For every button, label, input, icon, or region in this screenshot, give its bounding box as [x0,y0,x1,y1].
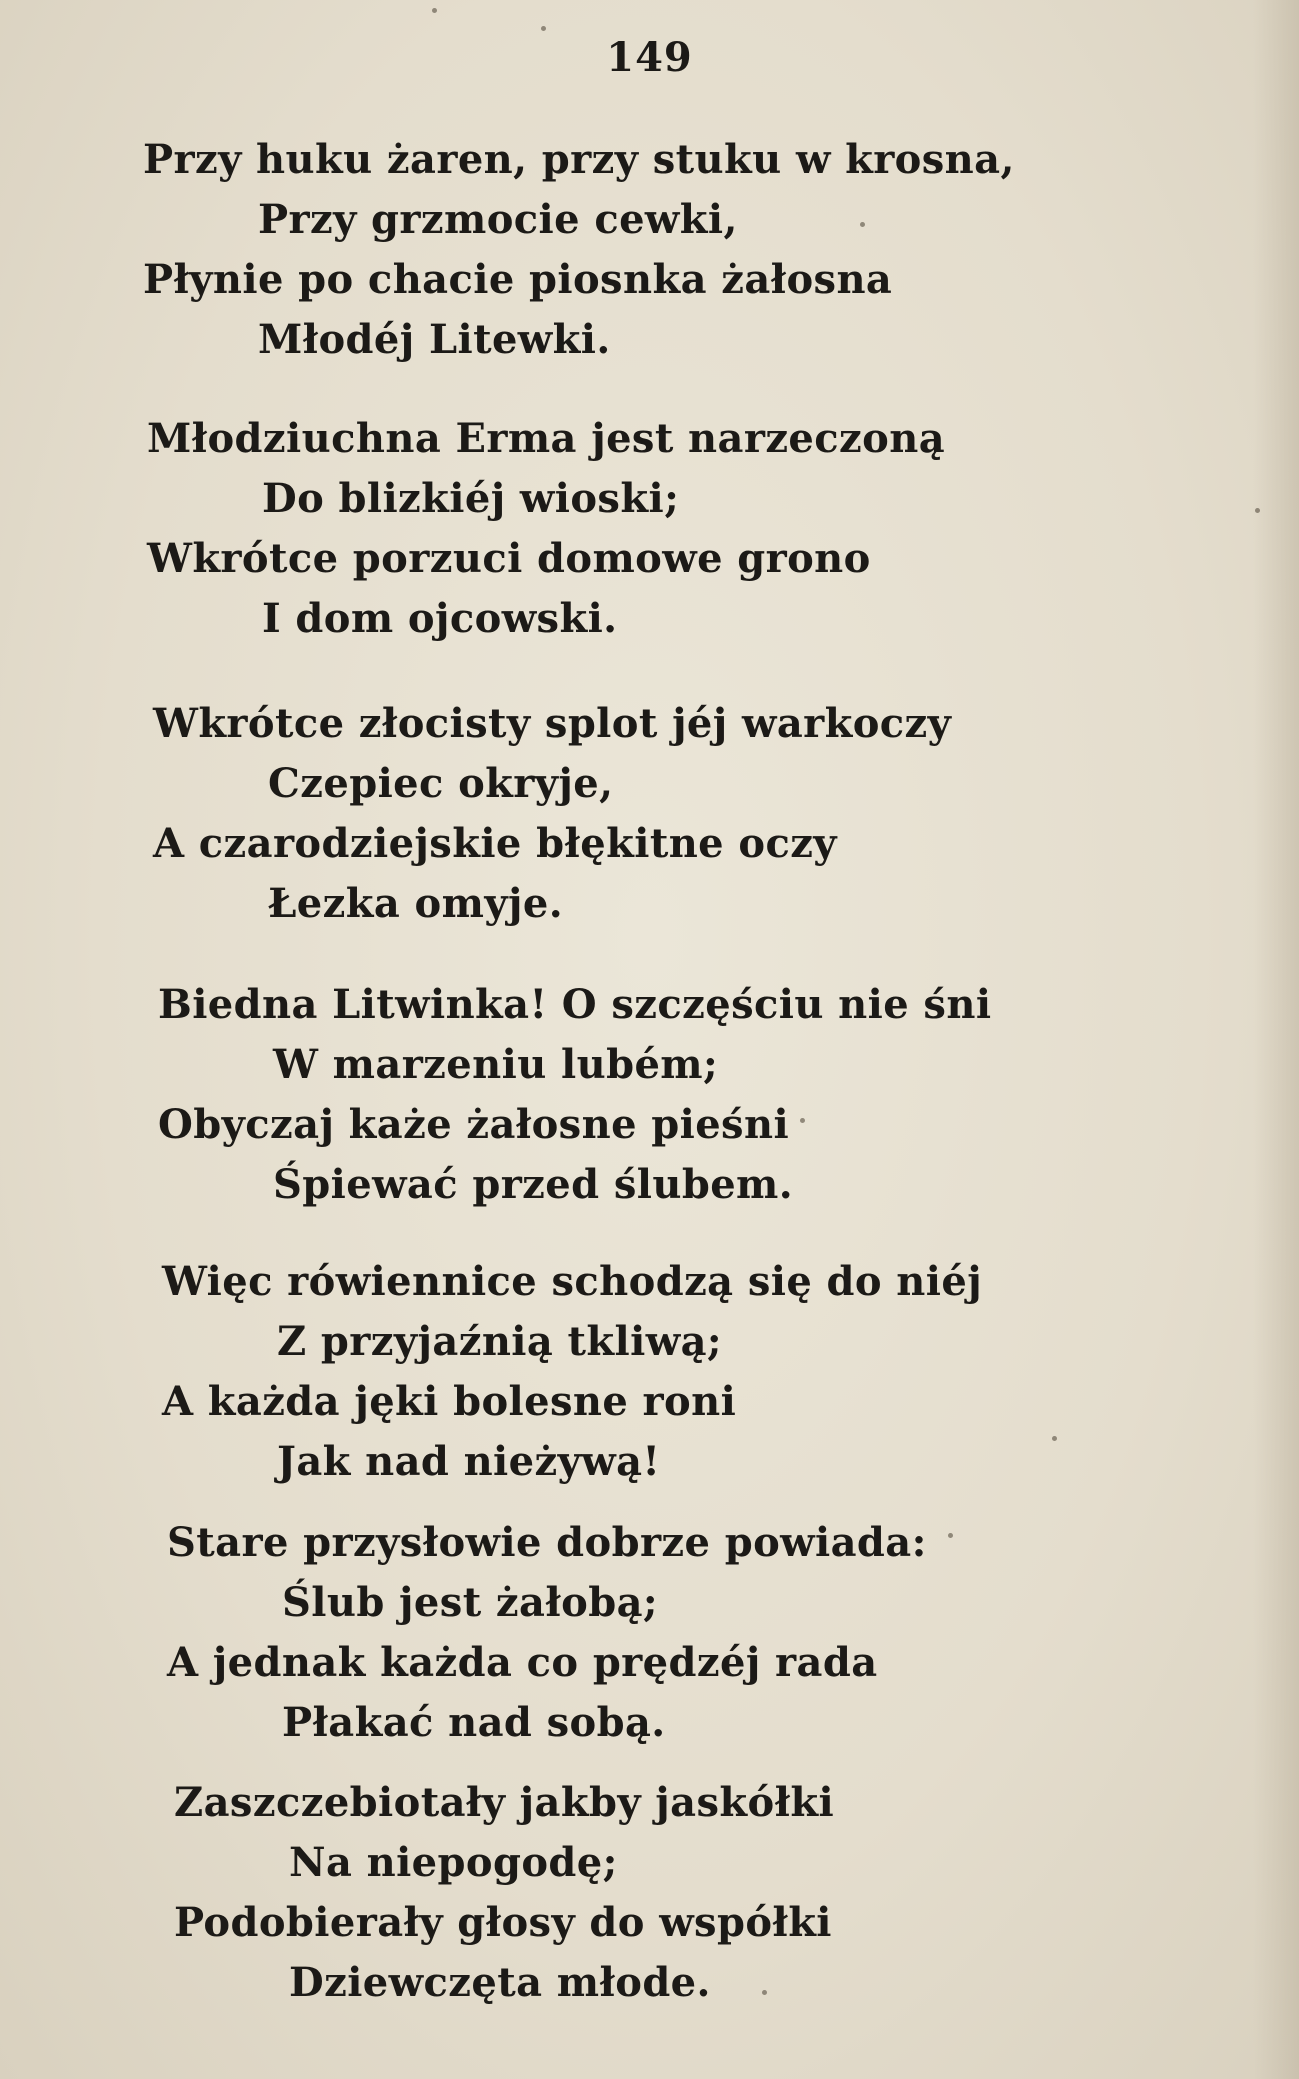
paper-speck [1052,1436,1057,1441]
poem-line: A każda jęki bolesne roni [162,1378,737,1425]
stanza [0,1252,1282,1492]
paper-speck [762,1990,767,1995]
poem-line: A jednak każda co prędzéj rada [167,1639,878,1686]
poem-line: Płynie po chacie piosnka żałosna [143,256,893,303]
poem-line: Obyczaj każe żałosne pieśni [158,1101,790,1148]
poem-line: Z przyjaźnią tkliwą; [277,1318,723,1365]
poem-line: Wkrótce złocisty splot jéj warkoczy [153,700,952,747]
poem-line: Więc rówiennice schodzą się do niéj [162,1258,983,1305]
paper-speck [948,1533,953,1538]
poem-line: Śpiewać przed ślubem. [273,1161,794,1208]
stanza [0,1513,1287,1753]
poem-line: Podobierały głosy do współki [174,1899,832,1946]
stanza [0,409,1267,649]
poem-line: A czarodziejskie błękitne oczy [153,820,837,867]
poem-line: Do blizkiéj wioski; [262,475,680,522]
stanza [0,694,1273,934]
stanza [0,1773,1294,2013]
poem-line: Przy huku żaren, przy stuku w krosna, [143,136,1015,183]
paper-speck [541,26,546,31]
stanza [0,975,1278,1215]
poem-line: Płakać nad sobą. [282,1699,666,1746]
poem-line: W marzeniu lubém; [273,1041,719,1088]
poem-line: I dom ojcowski. [262,595,618,642]
poem-line: Stare przysłowie dobrze powiada: [167,1519,927,1566]
poem-line: Czepiec okryje, [268,760,614,807]
paper-speck [800,1118,805,1123]
poem-line: Wkrótce porzuci domowe grono [147,535,871,582]
poem-line: Ślub jest żałobą; [282,1579,659,1626]
stanza [0,130,1263,370]
page-number: 149 [606,34,693,81]
paper-speck [1255,508,1260,513]
poem-line: Biedna Litwinka! O szczęściu nie śni [158,981,992,1028]
paper-speck [860,222,865,227]
paper-speck [432,8,437,13]
poem-line: Jak nad nieżywą! [277,1438,661,1485]
poem-line: Młodéj Litewki. [258,316,611,363]
poem-line: Przy grzmocie cewki, [258,196,738,243]
poem-line: Młodziuchna Erma jest narzeczoną [147,415,946,462]
poem-line: Zaszczebiotały jakby jaskółki [174,1779,835,1826]
poem-line: Na niepogodę; [289,1839,618,1886]
poem-line: Dziewczęta młode. [289,1959,711,2006]
poem-line: Łezka omyje. [268,880,564,927]
